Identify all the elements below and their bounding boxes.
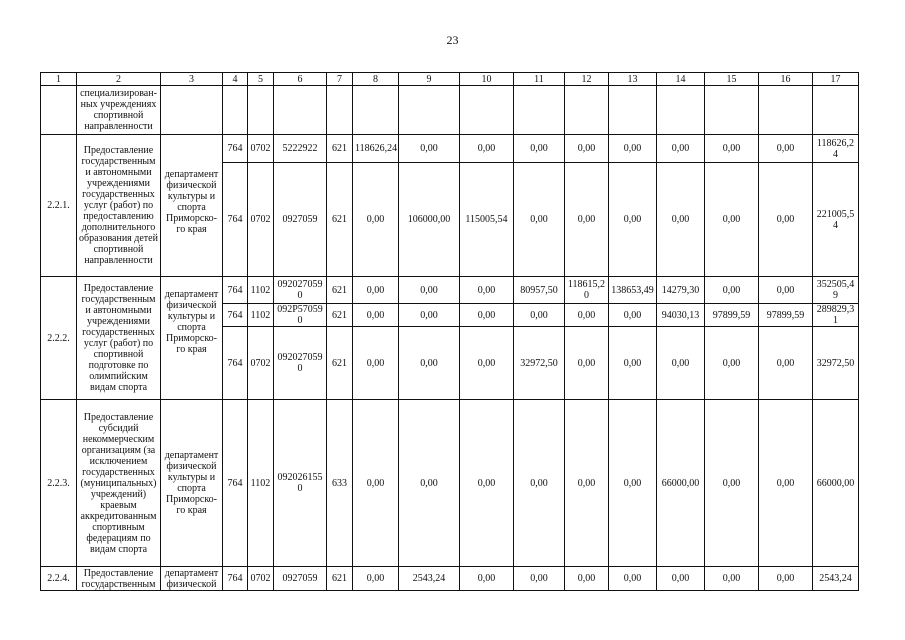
row-code: 2.2.4. bbox=[41, 567, 77, 591]
header-cell: 13 bbox=[609, 73, 657, 86]
cell: 764 bbox=[223, 327, 248, 400]
cell: 0,00 bbox=[353, 400, 399, 567]
header-row bbox=[41, 73, 859, 86]
header-cell: 15 bbox=[705, 73, 759, 86]
cell: 0,00 bbox=[353, 277, 399, 304]
cell: 764 bbox=[223, 400, 248, 567]
cell: 221005,54 bbox=[813, 163, 859, 277]
cell: 2543,24 bbox=[399, 567, 460, 591]
cell: 0,00 bbox=[565, 304, 609, 327]
header-cell: 1 bbox=[41, 73, 77, 86]
header-cell: 5 bbox=[248, 73, 274, 86]
row-department bbox=[161, 135, 223, 277]
cell: 764 bbox=[223, 304, 248, 327]
cell: 0,00 bbox=[609, 567, 657, 591]
cell: 0,00 bbox=[657, 163, 705, 277]
cell: 0,00 bbox=[460, 327, 514, 400]
cell: 0,00 bbox=[705, 567, 759, 591]
budget-table bbox=[40, 72, 859, 591]
cell: 0,00 bbox=[565, 327, 609, 400]
header-cell: 2 bbox=[77, 73, 161, 86]
cell: 0927059 bbox=[274, 163, 327, 277]
cell: 1102 bbox=[248, 400, 274, 567]
cell: 0702 bbox=[248, 567, 274, 591]
header-cell: 7 bbox=[327, 73, 353, 86]
row-code: 2.2.2. bbox=[41, 277, 77, 400]
cell: 764 bbox=[223, 163, 248, 277]
cell: 0,00 bbox=[460, 400, 514, 567]
row-department bbox=[161, 400, 223, 567]
cell: 5222922 bbox=[274, 135, 327, 163]
header-cell: 11 bbox=[514, 73, 565, 86]
cell: 621 bbox=[327, 567, 353, 591]
cell: 14279,30 bbox=[657, 277, 705, 304]
cell: 106000,00 bbox=[399, 163, 460, 277]
cell: 80957,50 bbox=[514, 277, 565, 304]
cell: 0,00 bbox=[514, 163, 565, 277]
row-department bbox=[161, 277, 223, 400]
cell: 0,00 bbox=[609, 135, 657, 163]
cell: 1102 bbox=[248, 304, 274, 327]
cell: 0,00 bbox=[514, 135, 565, 163]
cell: 0,00 bbox=[460, 567, 514, 591]
cell: 97899,59 bbox=[759, 304, 813, 327]
cell: 0,00 bbox=[657, 135, 705, 163]
cell: 66000,00 bbox=[813, 400, 859, 567]
header-cell: 3 bbox=[161, 73, 223, 86]
row-code bbox=[41, 86, 77, 135]
cell: 118626,24 bbox=[353, 135, 399, 163]
cell: 0,00 bbox=[759, 135, 813, 163]
row-code: 2.2.3. bbox=[41, 400, 77, 567]
cell: 0,00 bbox=[759, 400, 813, 567]
cell: 0,00 bbox=[565, 400, 609, 567]
cell: 0,00 bbox=[705, 400, 759, 567]
row-description: Предоставление государственным и автономными учреждениями государственных услуг (работ) по предоставлению дополнительного образования детей спортивной направленности bbox=[77, 135, 161, 277]
cell: 0,00 bbox=[460, 135, 514, 163]
cell: 0920270590 bbox=[274, 277, 327, 304]
cell: 0,00 bbox=[609, 400, 657, 567]
cell: 2543,24 bbox=[813, 567, 859, 591]
header-cell: 14 bbox=[657, 73, 705, 86]
cell: 0,00 bbox=[353, 304, 399, 327]
cell: 0,00 bbox=[657, 567, 705, 591]
cell: 764 bbox=[223, 567, 248, 591]
row-description: специализирован-ных учреждениях спортивной направленности bbox=[77, 86, 161, 135]
table-row bbox=[41, 86, 859, 135]
cell: 621 bbox=[327, 304, 353, 327]
cell: 0,00 bbox=[399, 304, 460, 327]
cell: 0,00 bbox=[705, 135, 759, 163]
table-row bbox=[41, 567, 859, 591]
cell: 32972,50 bbox=[813, 327, 859, 400]
cell: 633 bbox=[327, 400, 353, 567]
department-text: департамент физической культуры и спорта Приморско-го края bbox=[164, 289, 219, 355]
cell: 1102 bbox=[248, 277, 274, 304]
cell: 0702 bbox=[248, 135, 274, 163]
cell: 621 bbox=[327, 327, 353, 400]
table-row bbox=[41, 277, 859, 304]
cell: 0,00 bbox=[565, 567, 609, 591]
cell: 289829,31 bbox=[813, 304, 859, 327]
row-department bbox=[161, 86, 223, 135]
table-row bbox=[41, 135, 859, 163]
cell: 0927059 bbox=[274, 567, 327, 591]
cell: 118615,20 bbox=[565, 277, 609, 304]
row-description: Предоставление государственным bbox=[77, 567, 161, 591]
cell: 0,00 bbox=[705, 327, 759, 400]
department-text: департамент физической культуры и спорта Приморско-го края bbox=[164, 450, 219, 516]
cell: 94030,13 bbox=[657, 304, 705, 327]
cell: 0,00 bbox=[514, 304, 565, 327]
cell: 0,00 bbox=[705, 163, 759, 277]
cell: 0,00 bbox=[609, 304, 657, 327]
cell: 0,00 bbox=[353, 327, 399, 400]
cell: 0,00 bbox=[399, 400, 460, 567]
table-row bbox=[41, 400, 859, 567]
cell: 66000,00 bbox=[657, 400, 705, 567]
cell: 0,00 bbox=[399, 135, 460, 163]
cell: 115005,54 bbox=[460, 163, 514, 277]
cell: 0,00 bbox=[759, 567, 813, 591]
cell: 0,00 bbox=[514, 567, 565, 591]
header-cell: 9 bbox=[399, 73, 460, 86]
cell: 0,00 bbox=[609, 327, 657, 400]
department-text: департамент физической культуры и спорта Приморско-го края bbox=[164, 169, 219, 235]
cell: 0,00 bbox=[399, 327, 460, 400]
header-cell: 8 bbox=[353, 73, 399, 86]
cell: 621 bbox=[327, 277, 353, 304]
cell: 138653,49 bbox=[609, 277, 657, 304]
cell: 118626,24 bbox=[813, 135, 859, 163]
cell: 621 bbox=[327, 135, 353, 163]
page-number: 23 bbox=[446, 33, 459, 47]
row-code: 2.2.1. bbox=[41, 135, 77, 277]
cell: 97899,59 bbox=[705, 304, 759, 327]
cell: 0,00 bbox=[514, 400, 565, 567]
cell: 0702 bbox=[248, 163, 274, 277]
cell: 352505,49 bbox=[813, 277, 859, 304]
cell: 0,00 bbox=[460, 304, 514, 327]
cell: 0,00 bbox=[705, 277, 759, 304]
cell: 0,00 bbox=[460, 277, 514, 304]
cell: 0702 bbox=[248, 327, 274, 400]
header-cell: 12 bbox=[565, 73, 609, 86]
header-cell: 4 bbox=[223, 73, 248, 86]
row-description: Предоставление государственным и автономными учреждениями государственных услуг (работ) по спортивной подготовке по олимпийским видам спорта bbox=[77, 277, 161, 400]
row-department: департамент физической bbox=[161, 567, 223, 591]
cell: 0,00 bbox=[657, 327, 705, 400]
cell: 32972,50 bbox=[514, 327, 565, 400]
cell: 0920270590 bbox=[274, 327, 327, 400]
header-cell: 10 bbox=[460, 73, 514, 86]
cell: 764 bbox=[223, 135, 248, 163]
cell: 0,00 bbox=[759, 277, 813, 304]
cell: 0,00 bbox=[399, 277, 460, 304]
row-description: Предоставление субсидий некоммерческим организациям (за исключением государственных (муниципальных) учреждений) краевым аккредитованным спортивным федерациям по видам спорта bbox=[77, 400, 161, 567]
cell: 0,00 bbox=[759, 163, 813, 277]
cell: 621 bbox=[327, 163, 353, 277]
cell: 0,00 bbox=[565, 135, 609, 163]
header-cell: 17 bbox=[813, 73, 859, 86]
cell: 0,00 bbox=[609, 163, 657, 277]
cell: 0,00 bbox=[565, 163, 609, 277]
header-cell: 16 bbox=[759, 73, 813, 86]
cell: 0920261550 bbox=[274, 400, 327, 567]
cell: 0,00 bbox=[759, 327, 813, 400]
cell: 092P570590 bbox=[274, 304, 327, 327]
cell: 0,00 bbox=[353, 163, 399, 277]
cell: 0,00 bbox=[353, 567, 399, 591]
header-cell: 6 bbox=[274, 73, 327, 86]
cell: 764 bbox=[223, 277, 248, 304]
